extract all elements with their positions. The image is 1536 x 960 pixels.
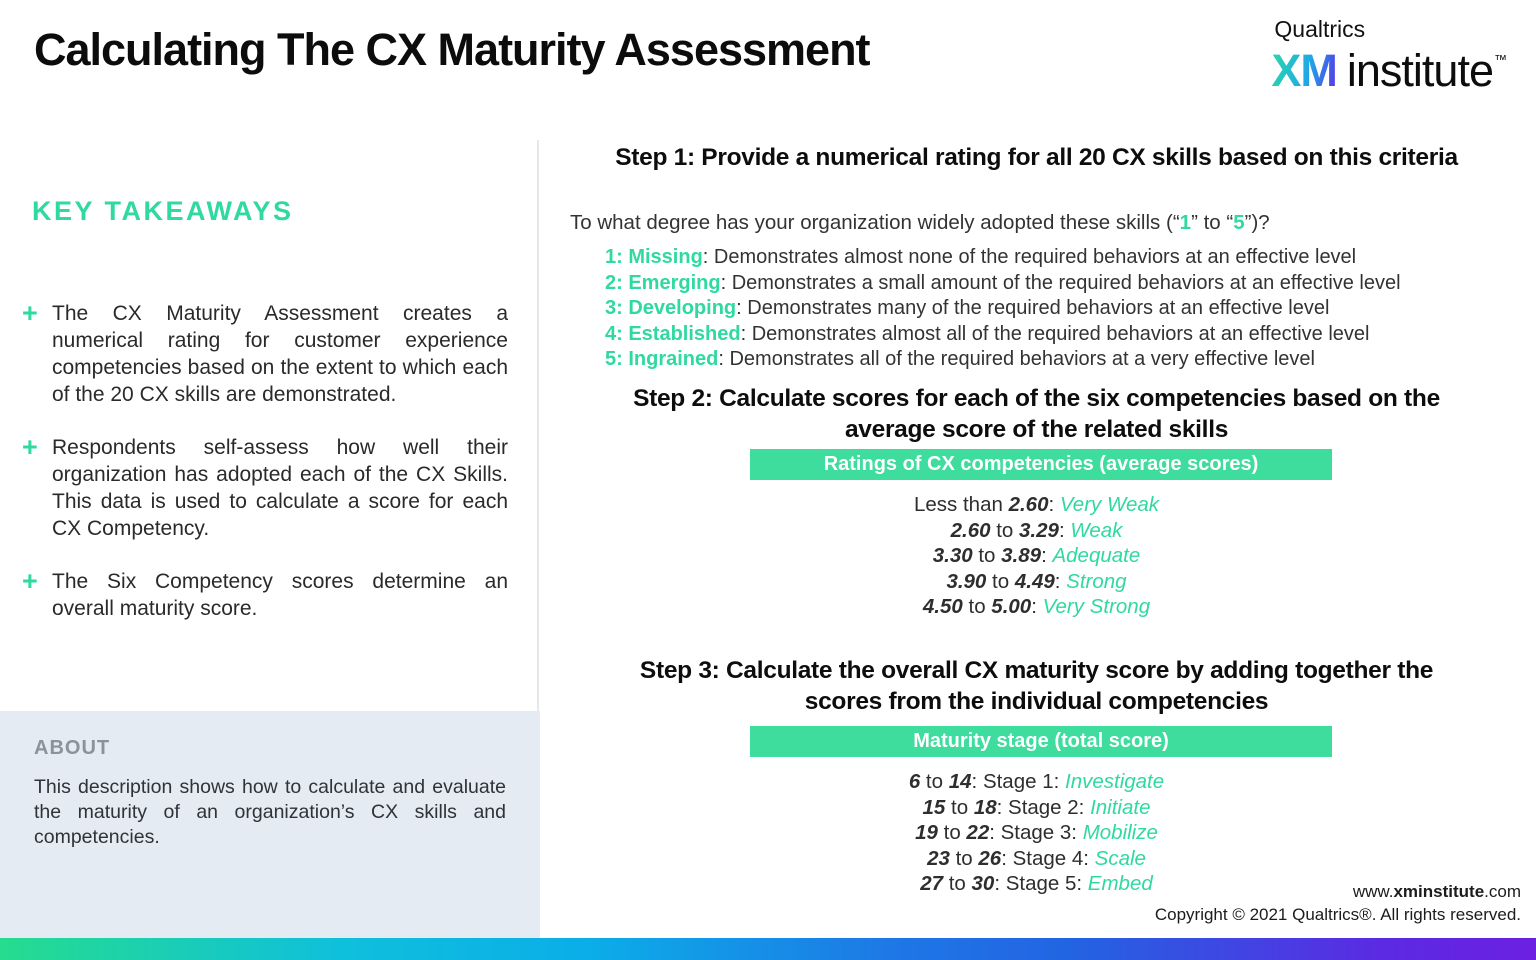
- range-number: 3.89: [1001, 544, 1042, 568]
- stage-text: : Stage 2:: [996, 795, 1091, 819]
- range-text: :: [1054, 569, 1067, 593]
- range-number: 2.60: [1008, 493, 1049, 516]
- rating-high-value: 5: [1233, 211, 1245, 234]
- stage-text: : Stage 1:: [971, 770, 1065, 793]
- stage-label: Mobilize: [1082, 821, 1158, 845]
- stage-text: : Stage 4:: [1001, 846, 1095, 870]
- competency-score-ranges: [537, 492, 1536, 620]
- range-label: Weak: [1070, 518, 1123, 542]
- range-label: Very Strong: [1042, 595, 1151, 619]
- range-text: to: [990, 518, 1020, 542]
- rating-description: : Demonstrates many of the required behaviors at an effective level: [736, 297, 1330, 320]
- rating-scale-item: [605, 347, 1401, 373]
- rating-label: 4: Established: [605, 322, 741, 345]
- takeaway-item: [22, 434, 508, 542]
- score-range-item: [537, 569, 1536, 595]
- rating-label: 2: Emerging: [605, 271, 721, 294]
- step3-heading-line2: scores from the individual competencies: [804, 688, 1269, 715]
- stage-number: 22: [966, 821, 990, 845]
- stage-text: to: [920, 770, 949, 793]
- about-heading: ABOUT: [34, 737, 111, 759]
- stage-number: 15: [922, 795, 946, 819]
- maturity-stage-ranges: [537, 769, 1536, 897]
- range-number: 3.90: [946, 569, 987, 593]
- score-range-item: [537, 543, 1536, 569]
- about-panel: [0, 711, 540, 938]
- step1-heading: Step 1: Provide a numerical rating for all 20 CX skills based on this criteria: [615, 144, 1458, 171]
- page-title: Calculating The CX Maturity Assessment: [34, 24, 870, 75]
- stage-label: Scale: [1094, 846, 1146, 870]
- rating-description: : Demonstrates almost all of the required behaviors at an effective level: [740, 322, 1370, 345]
- rating-description: : Demonstrates a small amount of the required behaviors at an effective level: [720, 271, 1401, 294]
- rating-description: : Demonstrates almost none of the required behaviors at an effective level: [702, 246, 1357, 268]
- stage-number: 26: [978, 846, 1002, 870]
- stage-range-item: [537, 769, 1536, 795]
- rating-description: : Demonstrates all of the required behaviors at a very effective level: [718, 348, 1315, 371]
- rating-label: 3: Developing: [605, 297, 737, 320]
- range-text: Less than: [913, 493, 1009, 516]
- takeaway-item: [22, 300, 508, 408]
- plus-bullet-icon: +: [22, 432, 38, 462]
- footer-copyright: Copyright © 2021 Qualtrics®. All rights reserved.: [1154, 904, 1521, 924]
- competency-ratings-banner: Ratings of CX competencies (average scores): [750, 449, 1332, 480]
- range-label: Very Weak: [1059, 493, 1160, 516]
- range-number: 4.49: [1014, 569, 1055, 593]
- step3-heading-line1: Step 3: Calculate the overall CX maturity score by adding together the: [639, 657, 1434, 684]
- footer-url: [1155, 881, 1521, 904]
- trademark-symbol: ™: [1494, 52, 1507, 67]
- stage-text: to: [949, 846, 979, 870]
- footer-url-prefix: www.: [1352, 882, 1394, 901]
- stage-number: 27: [920, 872, 944, 896]
- step3-heading: [537, 655, 1536, 717]
- gradient-footer-bar: [0, 938, 1536, 960]
- question-text: ”)?: [1244, 211, 1270, 234]
- stage-text: to: [943, 872, 972, 896]
- takeaway-item: [22, 568, 508, 622]
- takeaway-text: The Six Competency scores determine an overall maturity score.: [52, 570, 508, 620]
- step1-question: [570, 211, 1270, 235]
- stage-number: 18: [973, 795, 997, 819]
- stage-text: : Stage 5:: [994, 872, 1088, 896]
- stage-label: Initiate: [1090, 795, 1151, 819]
- range-text: :: [1031, 595, 1043, 619]
- rating-scale-item: [605, 322, 1401, 348]
- step2-heading: [537, 383, 1536, 445]
- key-takeaways-heading: KEY TAKEAWAYS: [32, 196, 294, 226]
- question-text: To what degree has your organization widely adopted these skills (“: [570, 211, 1180, 234]
- range-text: to: [972, 544, 1002, 568]
- qualtrics-wordmark: Qualtrics: [1274, 16, 1366, 42]
- range-text: to: [962, 595, 992, 619]
- step2-heading-line2: average score of the related skills: [844, 416, 1229, 443]
- takeaway-text: The CX Maturity Assessment creates a numerical rating for customer experience competencies based on the extent to which each of the 20 CX skills are demonstrated.: [52, 302, 508, 406]
- rating-low-value: 1: [1179, 211, 1192, 234]
- stage-number: 6: [908, 770, 921, 793]
- stage-number: 19: [915, 821, 938, 845]
- takeaway-text: Respondents self-assess how well their organization has adopted each of the CX Skills. This data is used to calculate a score for each CX Competency.: [52, 436, 508, 540]
- stage-label: Investigate: [1065, 770, 1165, 793]
- stage-range-item: [537, 795, 1536, 821]
- stage-range-item: [537, 820, 1536, 846]
- plus-bullet-icon: +: [22, 566, 38, 596]
- stage-range-item: [537, 846, 1536, 872]
- footer-url-domain: xminstitute: [1393, 882, 1485, 901]
- range-number: 4.50: [922, 595, 963, 619]
- rating-scale-item: [605, 296, 1401, 322]
- range-label: Strong: [1066, 569, 1127, 593]
- stage-label: Embed: [1087, 872, 1153, 896]
- range-number: 3.29: [1019, 518, 1059, 542]
- range-number: 3.30: [932, 544, 973, 568]
- rating-scale-item: [605, 245, 1401, 271]
- score-range-item: [537, 518, 1536, 544]
- range-text: :: [1048, 493, 1060, 516]
- stage-number: 14: [948, 770, 972, 793]
- xm-gradient-wordmark: XM: [1271, 45, 1337, 96]
- rating-scale-item: [605, 271, 1401, 297]
- range-number: 2.60: [950, 518, 991, 542]
- maturity-stage-banner: Maturity stage (total score): [750, 726, 1332, 757]
- main-content: [537, 0, 1536, 960]
- stage-text: : Stage 3:: [989, 821, 1083, 845]
- rating-scale-list: [605, 245, 1401, 373]
- footer: [1155, 881, 1521, 926]
- institute-wordmark: institute: [1346, 45, 1493, 96]
- stage-text: to: [937, 821, 967, 845]
- stage-number: 23: [927, 846, 950, 870]
- range-text: to: [986, 569, 1015, 593]
- stage-number: 30: [971, 872, 995, 896]
- rating-label: 1: Missing: [605, 246, 703, 268]
- step2-heading-line1: Step 2: Calculate scores for each of the six competencies based on the: [633, 385, 1440, 412]
- footer-url-suffix: .com: [1484, 882, 1521, 901]
- score-range-item: [537, 492, 1536, 518]
- range-text: :: [1058, 518, 1071, 542]
- score-range-item: [537, 594, 1536, 620]
- plus-bullet-icon: +: [22, 298, 38, 328]
- range-label: Adequate: [1052, 544, 1141, 568]
- stage-text: to: [945, 795, 974, 819]
- rating-label: 5: Ingrained: [605, 348, 719, 371]
- range-number: 5.00: [991, 595, 1032, 619]
- takeaways-list: [22, 300, 508, 648]
- question-text: ” to “: [1191, 211, 1234, 234]
- range-text: :: [1041, 544, 1053, 568]
- about-text: This description shows how to calculate and evaluate the maturity of an organization’s CX skills and competencies.: [34, 776, 506, 848]
